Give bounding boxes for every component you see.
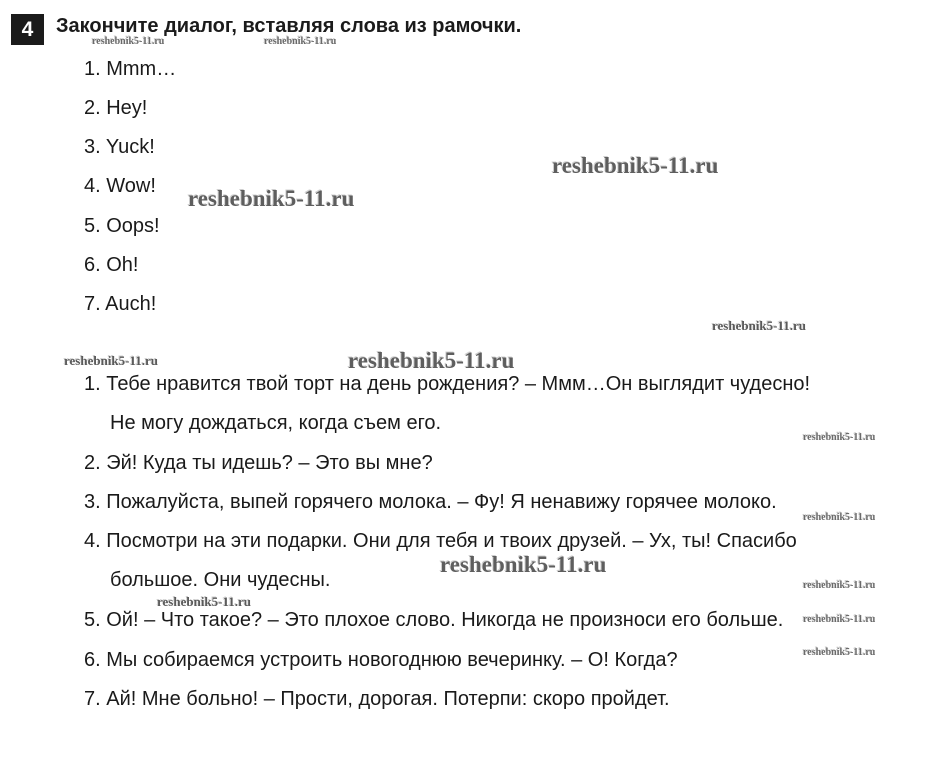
watermark: reshebnik5-11.ru [803, 647, 876, 658]
translation-line: 3. Пожалуйста, выпей горячего молока. – Фу! Я ненавижу горячее молоко. [84, 491, 777, 513]
watermark: reshebnik5-11.ru [803, 512, 876, 523]
answer-item: 6. Oh! [84, 254, 139, 276]
translation-line: 1. Тебе нравится твой торт на день рождения? – Ммм…Он выглядит чудесно! [84, 373, 811, 395]
task-number-badge: 4 [11, 14, 44, 45]
watermark: reshebnik5-11.ru [157, 594, 252, 609]
watermark: reshebnik5-11.ru [264, 36, 337, 47]
watermark: reshebnik5-11.ru [64, 353, 159, 368]
watermark: reshebnik5-11.ru [92, 36, 165, 47]
watermark: reshebnik5-11.ru [803, 580, 876, 591]
translation-line: 7. Ай! Мне больно! – Прости, дорогая. Потерпи: скоро пройдет. [84, 688, 670, 710]
answer-item: 7. Auch! [84, 293, 157, 315]
translation-line: 4. Посмотри на эти подарки. Они для тебя и твоих друзей. – Ух, ты! Спасибо [84, 530, 797, 552]
answer-item: 1. Mmm… [84, 58, 177, 80]
task-title: Закончите диалог, вставляя слова из рамочки. [56, 15, 522, 37]
translation-line: 5. Ой! – Что такое? – Это плохое слово. Никогда не произноси его больше. [84, 609, 784, 631]
watermark: reshebnik5-11.ru [188, 186, 355, 211]
watermark: reshebnik5-11.ru [440, 552, 607, 577]
watermark: reshebnik5-11.ru [348, 348, 515, 373]
watermark: reshebnik5-11.ru [803, 432, 876, 443]
answer-item: 2. Hey! [84, 97, 148, 119]
translation-line: Не могу дождаться, когда съем его. [110, 412, 442, 434]
watermark: reshebnik5-11.ru [803, 614, 876, 625]
watermark: reshebnik5-11.ru [552, 153, 719, 178]
translation-line: 2. Эй! Куда ты идешь? – Это вы мне? [84, 452, 433, 474]
answer-item: 5. Oops! [84, 215, 160, 237]
answer-item: 3. Yuck! [84, 136, 155, 158]
translation-line: большое. Они чудесны. [110, 569, 331, 591]
answer-item: 4. Wow! [84, 175, 156, 197]
watermark: reshebnik5-11.ru [712, 318, 807, 333]
translation-line: 6. Мы собираемся устроить новогоднюю вечеринку. – О! Когда? [84, 649, 678, 671]
